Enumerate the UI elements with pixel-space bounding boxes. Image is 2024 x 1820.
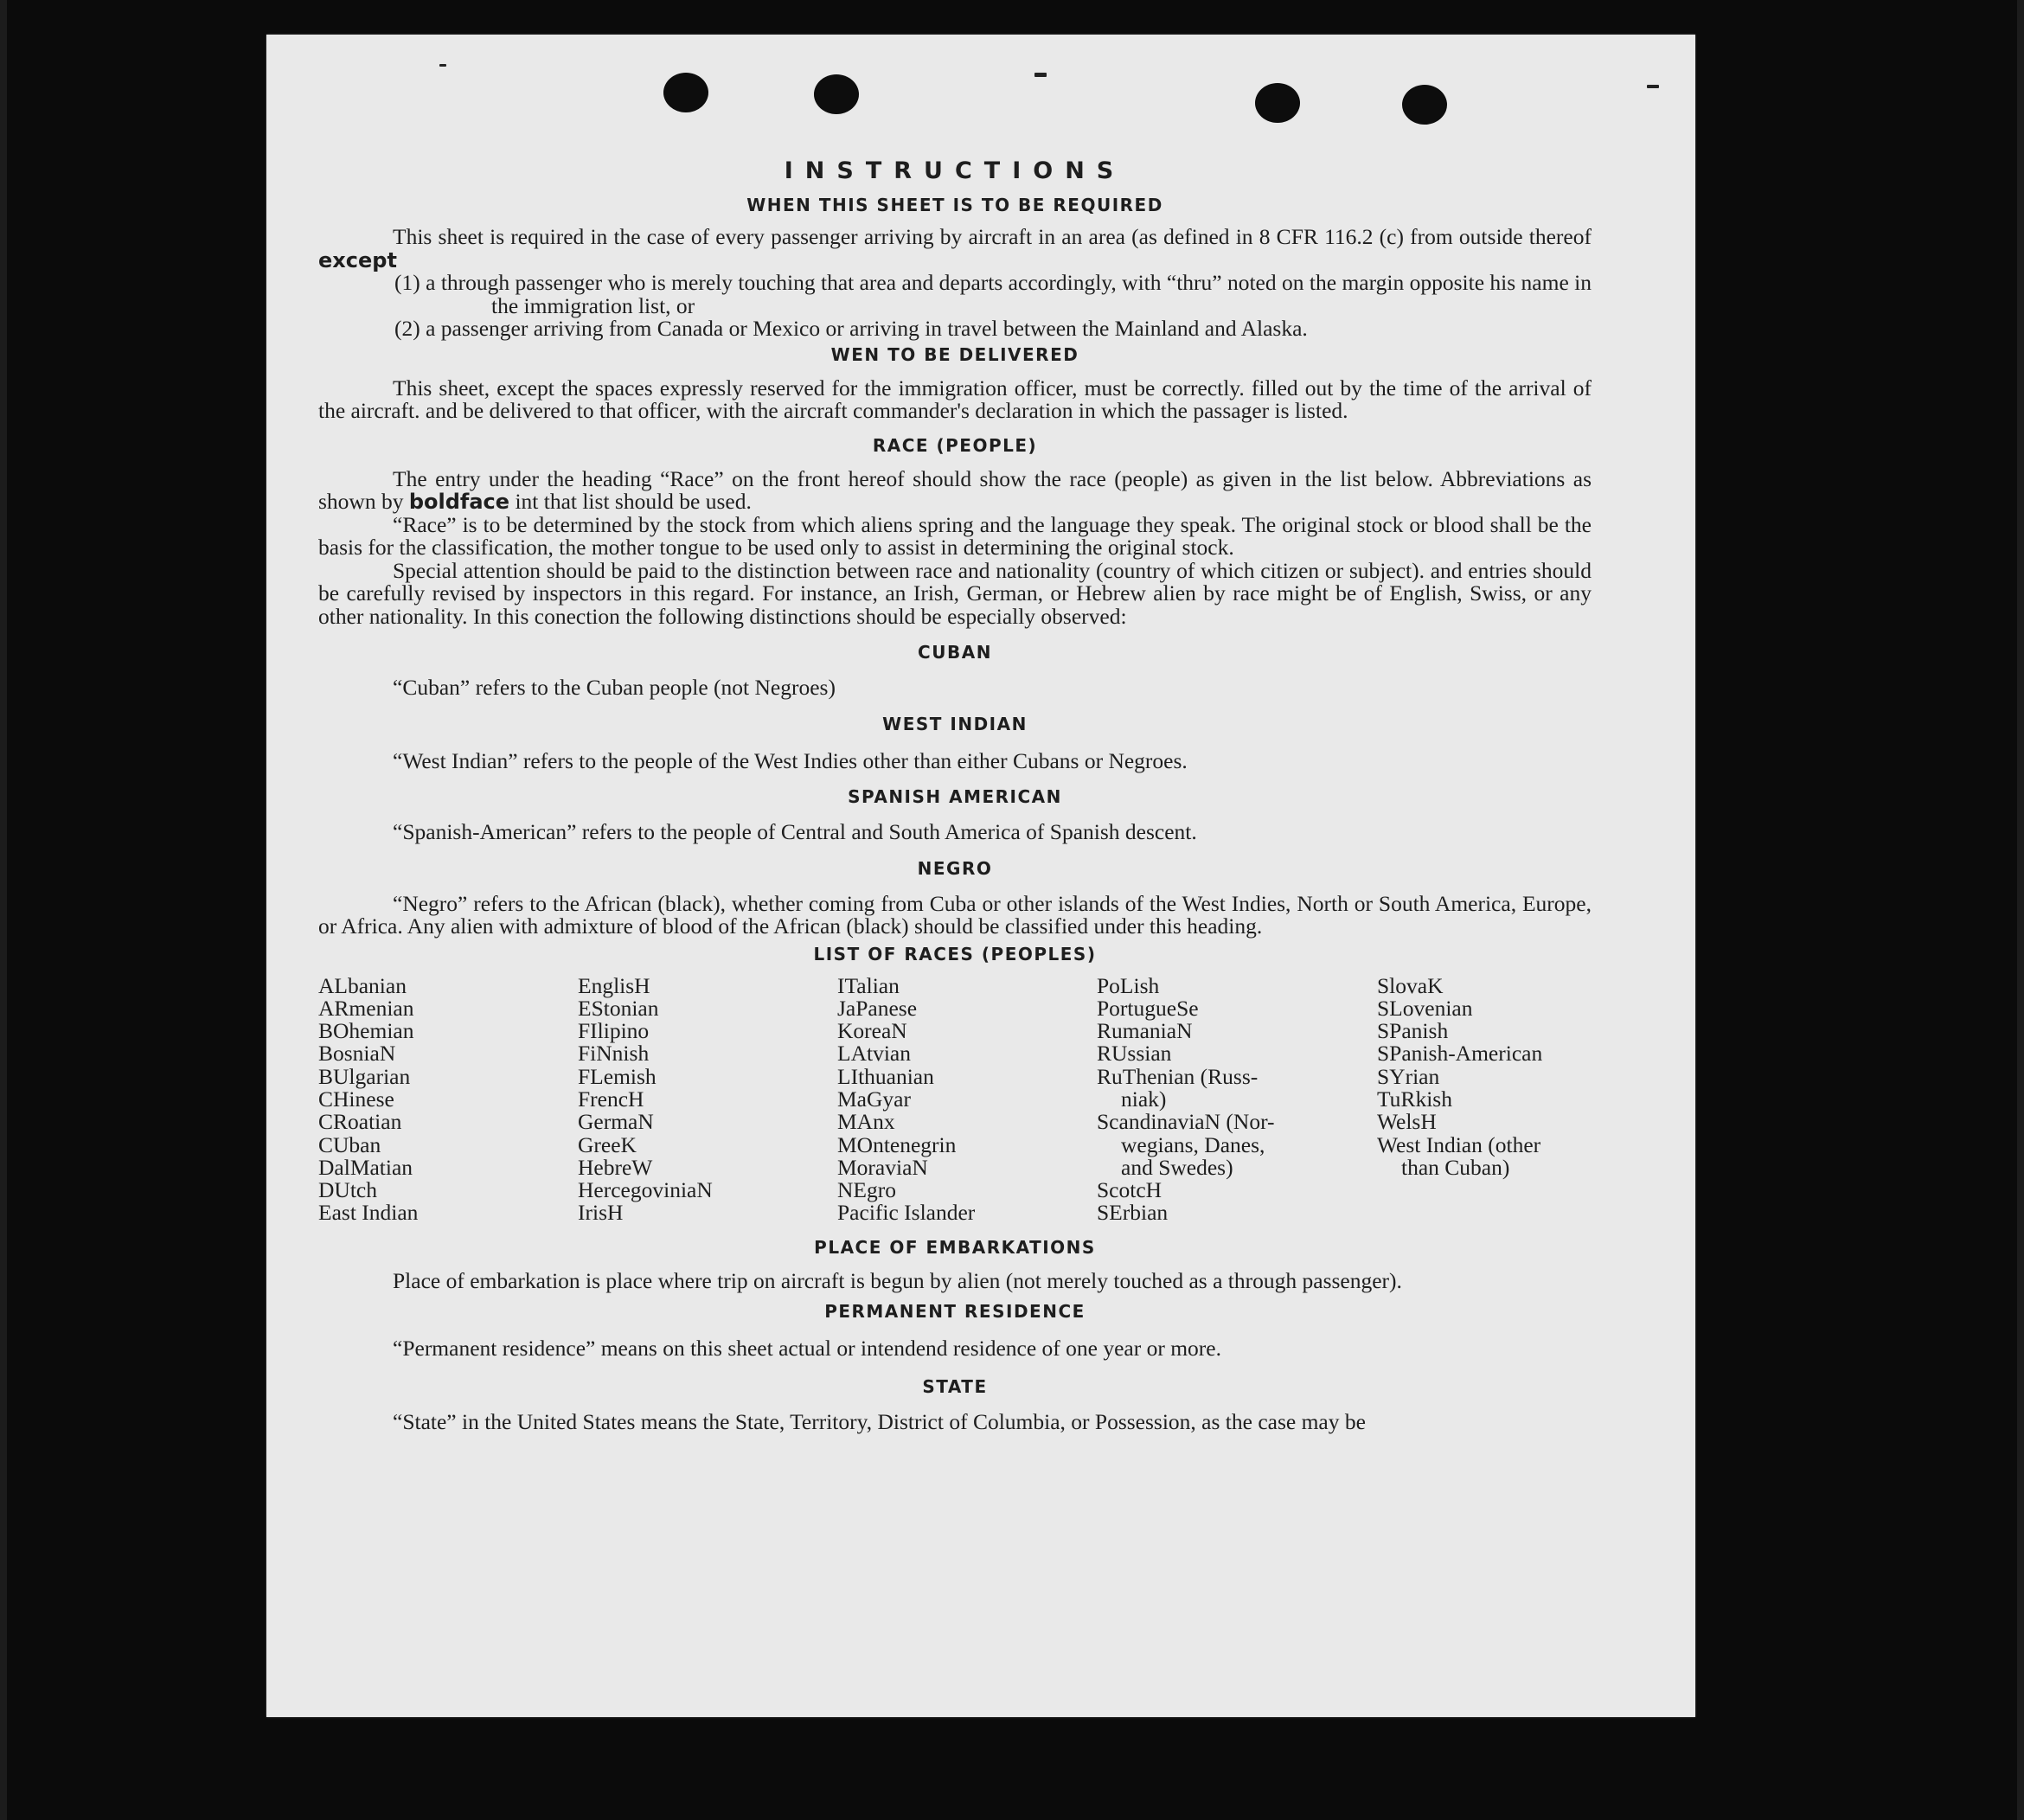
race-entry: SLovenian (1377, 995, 1473, 1021)
race-entry: NEgro (837, 1177, 896, 1203)
race-paragraph-3: Special attention should be paid to the distinction between race and nationality (country of which citizen or subject). and entries should be carefully revised by inspectors in this regard. For instance, an Irish, German, or Hebrew alien by race might be of English, Swiss, or any other nationality. In this conection the following distinctions should be especially observed: (318, 557, 1592, 629)
delivered-text: This sheet, except the spaces expressly reserved for the immigration officer, must be correctly. filled out by the time of the arrival of the aircraft. and be delivered to that officer, with the aircraft commander's declaration in which the passager is listed. (318, 375, 1592, 423)
punch-hole (1402, 85, 1447, 125)
spanish-american-text: “Spanish-American” refers to the people of Central and South America of Spanish descent. (393, 819, 1197, 844)
race-entry: MoraviaN (837, 1154, 928, 1180)
punch-hole (1255, 83, 1300, 123)
heading-list-of-races: LIST OF RACES (PEOPLES) (813, 943, 1097, 964)
heading-state: STATE (922, 1375, 988, 1397)
race-entry: ALbanian (318, 972, 407, 998)
race-entry: SYrian (1377, 1063, 1440, 1089)
scan-speck (1034, 73, 1047, 77)
race-entry: ARmenian (318, 995, 414, 1021)
race-entry: FLemish (578, 1063, 657, 1089)
race-entry: CRoatian (318, 1109, 402, 1135)
race-entry: PoLish (1097, 972, 1160, 998)
race-entry: BUlgarian (318, 1063, 411, 1089)
race-entry: SPanish-American (1377, 1041, 1543, 1067)
race-entry: TuRkish (1377, 1086, 1452, 1112)
races-column-1 (318, 972, 578, 1226)
race-entry: Pacific Islander (837, 1200, 976, 1226)
race-entry-continued: wegians, Danes, (1121, 1131, 1265, 1157)
race-entry: BOhemian (318, 1018, 414, 1044)
race-entry: MOntenegrin (837, 1131, 957, 1157)
race-entry: RUssian (1097, 1041, 1172, 1067)
race-entry: FiNnish (578, 1041, 650, 1067)
race-entry: FIlipino (578, 1018, 650, 1044)
page-title: INSTRUCTIONS (784, 157, 1126, 184)
race-entry-continued: niak) (1121, 1086, 1167, 1112)
race-entry: ITalian (837, 972, 900, 998)
race-entry: SErbian (1097, 1200, 1169, 1226)
races-column-3 (837, 972, 1097, 1226)
race-entry: GermaN (578, 1109, 654, 1135)
race-entry-continued: and Swedes) (1121, 1154, 1233, 1180)
residence-text: “Permanent residence” means on this sheet actual or intendend residence of one year or more. (393, 1336, 1221, 1362)
race-entry: JaPanese (837, 995, 918, 1021)
races-column-2 (578, 972, 837, 1226)
heading-delivered: WEN TO BE DELIVERED (830, 343, 1079, 365)
race-entry: LIthuanian (837, 1063, 934, 1089)
race-entry: East Indian (318, 1200, 419, 1226)
required-item-2: (2) a passenger arriving from Canada or Mexico or arriving in travel between the Mainland and Alaska. (394, 316, 1308, 341)
race-entry: EnglisH (578, 972, 650, 998)
race-entry: West Indian (other (1377, 1131, 1541, 1157)
races-list (318, 972, 1592, 1226)
heading-negro: NEGRO (917, 857, 993, 879)
race-entry: GreeK (578, 1131, 637, 1157)
heading-race: RACE (PEOPLE) (872, 434, 1038, 456)
negro-text: “Negro” refers to the African (black), whether coming from Cuba or other islands of the West Indies, North or South America, Europe, or Africa. Any alien with admixture of blood of the African (black) should be classified under this heading. (318, 890, 1592, 939)
race-entry: SPanish (1377, 1018, 1449, 1044)
race-entry: LAtvian (837, 1041, 911, 1067)
boldface-bold: boldface (408, 490, 510, 514)
except-bold: except (318, 247, 397, 272)
races-column-4 (1097, 972, 1377, 1226)
document-page (266, 35, 1695, 1717)
race-paragraph-1: The entry under the heading “Race” on the front hereof should show the race (people) as given in the list below. Abbreviations as shown by boldface int that list should be used. (318, 465, 1592, 514)
embarkation-text: Place of embarkation is place where trip on aircraft is begun by alien (not merely touched as a through passenger). (393, 1267, 1402, 1293)
scan-speck (1647, 85, 1659, 88)
punch-hole (663, 73, 708, 112)
race-entry: ScotcH (1097, 1177, 1163, 1203)
race-entry: HercegoviniaN (578, 1177, 713, 1203)
heading-spanish-american: SPANISH AMERICAN (848, 786, 1062, 807)
state-text: “State” in the United States means the State, Territory, District of Columbia, or Possession, as the case may be (393, 1408, 1366, 1434)
heading-embarkation: PLACE OF EMBARKATIONS (814, 1236, 1096, 1258)
race-entry: RuThenian (Russ- (1097, 1063, 1259, 1089)
west-indian-text: “West Indian” refers to the people of the West Indies other than either Cubans or Negroes. (393, 747, 1188, 773)
scan-speck (439, 64, 446, 67)
race-entry: FrencH (578, 1086, 644, 1112)
race-entry-continued: than Cuban) (1401, 1154, 1510, 1180)
punch-hole (814, 74, 859, 114)
race-entry: WelsH (1377, 1109, 1437, 1135)
scanner-edge-right (2017, 0, 2024, 1820)
race-entry: DUtch (318, 1177, 377, 1203)
race-entry: HebreW (578, 1154, 653, 1180)
race-entry: CUban (318, 1131, 381, 1157)
heading-required: WHEN THIS SHEET IS TO BE REQUIRED (746, 195, 1163, 215)
race-paragraph-2: “Race” is to be determined by the stock from which aliens spring and the language they speak. The original stock or blood shall be the basis for the classification, the mother tongue to be used only to assist in determining the original stock. (318, 511, 1592, 560)
heading-west-indian: WEST INDIAN (882, 713, 1028, 734)
instructions-content (318, 157, 1592, 1433)
required-item-1: (1) a through passenger who is merely touching that area and departs accordingly, with “thru” noted on the margin opposite his name in the immigration list, or (394, 270, 1592, 318)
race-entry: DalMatian (318, 1154, 413, 1180)
race-entry: PortugueSe (1097, 995, 1199, 1021)
race-entry: IrisH (578, 1200, 624, 1226)
race-entry: MAnx (837, 1109, 895, 1135)
race-entry: MaGyar (837, 1086, 911, 1112)
race-entry: BosniaN (318, 1041, 396, 1067)
race-entry: CHinese (318, 1086, 394, 1112)
race-entry: KoreaN (837, 1018, 907, 1044)
race-entry: RumaniaN (1097, 1018, 1193, 1044)
race-entry: ScandinaviaN (Nor- (1097, 1109, 1275, 1135)
scanner-edge-left (0, 0, 7, 1820)
cuban-text: “Cuban” refers to the Cuban people (not Negroes) (393, 675, 836, 700)
heading-residence: PERMANENT RESIDENCE (824, 1301, 1086, 1323)
heading-cuban: CUBAN (918, 642, 992, 663)
required-intro: This sheet is required in the case of every passenger arriving by aircraft in an area (as defined in 8 CFR 116.2 (c) from outside thereof except (318, 224, 1592, 272)
races-column-5 (1377, 972, 1592, 1225)
race-entry: SlovaK (1377, 972, 1444, 998)
race-entry: EStonian (578, 995, 659, 1021)
